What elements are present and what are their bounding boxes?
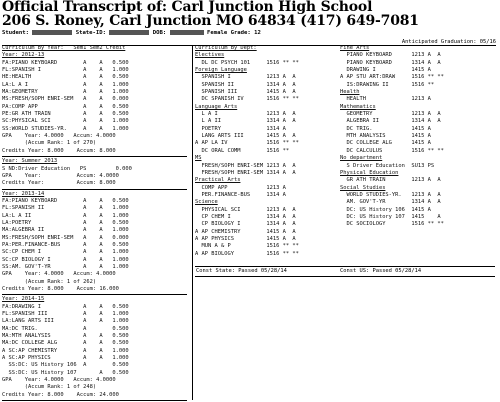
year-divider (2, 156, 187, 157)
student-line (2, 30, 261, 37)
transcript-line: SPANISH III 1415 A A (195, 89, 296, 96)
curriculum-by-year (2, 45, 187, 402)
transcript-line: MA:ALGEBRA II A A 1.000 (2, 227, 129, 234)
transcript-line: MS:FRESH/SOPH ENRI-SEM A A 0.000 (2, 234, 129, 241)
transcript-line: Health (340, 89, 360, 96)
transcript-line: DC SPANISH IV 1516 ** ** (195, 96, 299, 103)
transcript-line: IS:DRAWING II 1516 ** (340, 81, 435, 88)
transcript-line: Curriculum By Year: Sem1 Sem2 Credit (2, 45, 126, 51)
transcript-line: A AP LA IV 1516 ** ** (195, 140, 299, 147)
transcript-line: DC SOCIOLOGY 1516 ** ** (340, 221, 444, 228)
transcript-line: MS (195, 155, 202, 162)
transcript-line: PA:COMP APP A A 0.500 (2, 103, 129, 110)
transcript-line: HE:HEALTH A A 0.500 (2, 74, 129, 81)
transcript-line: AM. GOV'T-YR 1314 A A (340, 199, 441, 206)
transcript-line: Credits Year: 8.000 Accum: 16.000 (2, 286, 119, 292)
transcript-line: GR ATH TRAIN 1213 A A (340, 177, 441, 184)
transcript-line: POETRY 1314 A (195, 125, 286, 132)
transcript-line: FA:DRAWING I A A 0.500 (2, 303, 129, 310)
transcript-line: GPA Year: 4.0000 Accum: 4.0000 (2, 271, 116, 278)
transcript-line: PER.FINANCE-BUS 1314 A (195, 191, 286, 198)
transcript-line: A AP STU ART:DRAW 1516 ** ** (340, 74, 444, 81)
transcript-line: MA:DC TRIG. A 0.500 (2, 325, 129, 332)
transcript-line: (Accum Rank: 1 of 248) (2, 384, 97, 391)
transcript-line: PA:PER.FINANCE-BUS A A 0.500 (2, 241, 129, 248)
transcript-line: Practical Arts (195, 177, 241, 184)
transcript-line: SS:WORLD STUDIES-YR. A A 1.000 (2, 125, 129, 132)
transcript-line: SPANISH I 1213 A A (195, 74, 296, 81)
transcript-line: Science (195, 199, 218, 206)
transcript-line: FL:SPANISH I A A 1.000 (2, 67, 129, 74)
transcript-line: Language Arts (195, 103, 238, 110)
transcript-line: SC:CP CHEM I A A 1.000 (2, 249, 129, 256)
transcript-line: Mathematics (340, 103, 376, 110)
transcript-line: A SC:AP CHEMISTRY A A 1.000 (2, 347, 129, 354)
transcript-line: SS:DC: US History 106 A 0.500 (2, 362, 129, 369)
transcript-line: DL DC PSYCH 101 1516 ** ** (195, 59, 299, 66)
school-address: 206 S. Roney, Carl Junction MO 64834 (417) 649-7081 (2, 13, 419, 29)
const-rule-bottom (195, 276, 495, 277)
transcript-line: FRESH/SOPH ENRI-SEM 1213 A A (195, 162, 296, 169)
transcript-line: Physical Education (340, 169, 399, 176)
transcript-line: MA:GEOMETRY A A 1.000 (2, 89, 129, 96)
transcript-line: Year: 2014-15 (2, 296, 45, 303)
transcript-line: GEOMETRY 1213 A A (340, 111, 441, 118)
const-rule (195, 266, 495, 267)
transcript-line: DC COLLEGE ALG 1415 A (340, 140, 431, 147)
transcript-line: L A I 1213 A A (195, 111, 296, 118)
year-divider (2, 294, 187, 295)
transcript-line: WORLD STUDIES-YR. 1213 A A (340, 191, 441, 198)
transcript-line: DC TRIG. 1415 A (340, 125, 431, 132)
const-state: Const State: Passed 05/28/14 (196, 268, 287, 274)
transcript-line: L A II 1314 A A (195, 118, 296, 125)
transcript-line: MUN A & P 1516 ** ** (195, 243, 299, 250)
transcript-line: CP CHEM I 1314 A A (195, 213, 296, 220)
transcript-line: DC CALCULUS 1516 ** ** (340, 147, 444, 154)
transcript-line: A SC:AP PHYSICS A A 1.000 (2, 355, 129, 362)
transcript-line: MS:FRESH/SOPH ENRI-SEM A A 0.000 (2, 96, 129, 103)
transcript-line: Credits Year: 8.000 Accum: 8.000 (2, 147, 116, 154)
curriculum-by-dept-right (340, 45, 495, 229)
transcript-line: SS:DC: US History 107 A 0.500 (2, 369, 129, 376)
transcript-line: FA:PIANO KEYBOARD A A 0.500 (2, 197, 129, 204)
student-label: Student: (2, 30, 29, 36)
curriculum-by-dept-left (195, 45, 323, 258)
transcript-line: DRAWING I 1415 A (340, 67, 431, 74)
transcript-line: FA:PIANO KEYBOARD A A 0.500 (2, 59, 129, 66)
const-us: Const US: Passed 05/28/14 (340, 268, 422, 274)
transcript-line: Year: 2012-13 (2, 52, 45, 59)
transcript-line: MA:MTH ANALYSIS A A 0.500 (2, 333, 129, 340)
transcript-line: PIANO KEYBOARD 1213 A A (340, 52, 441, 59)
dob-label: DOB: (152, 30, 167, 36)
transcript-line: Credits Year: Accum: 8.000 (2, 180, 116, 187)
transcript-line: Foreign Language (195, 67, 247, 74)
transcript-line: SC:PHYSICAL SCI A A 1.000 (2, 118, 129, 125)
transcript-line: Electives (195, 52, 225, 59)
state-id-label: State-ID: (75, 30, 107, 36)
transcript-line: MA:DC COLLEGE ALG A A 0.500 (2, 340, 129, 347)
transcript-line: PIANO KEYBOARD 1314 A A (340, 59, 441, 66)
redacted-state-id (109, 30, 149, 35)
transcript-line: No department (340, 155, 383, 162)
transcript-line: COMP APP 1213 A (195, 184, 286, 191)
transcript-line: LANG ARTS III 1415 A A (195, 133, 296, 140)
transcript-line: SS:AM. GOV'T-YR A A 1.000 (2, 263, 129, 270)
transcript-line: (Accum Rank: 1 of 270) (2, 140, 97, 147)
transcript-title: Official Transcript of: Carl Junction High School (2, 0, 373, 15)
transcript-line: S ND:Driver Education PS 0.000 (2, 165, 132, 172)
transcript-line: LA:POETRY A A 0.500 (2, 219, 129, 226)
transcript-line: ALGEBRA II 1314 A A (340, 118, 441, 125)
transcript-line: Year: 2013-14 (2, 190, 45, 197)
transcript-line: DC: US History 106 1415 A (340, 206, 431, 213)
transcript-line: SPANISH II 1314 A A (195, 81, 296, 88)
transcript-line: A AP PHYSICS 1415 A A (195, 235, 296, 242)
transcript-line: LA:L A II A A 1.000 (2, 212, 129, 219)
transcript-line: DC ORAL COMM 1516 ** (195, 147, 290, 154)
transcript-line: DC: US History 107 1415 A (340, 213, 441, 220)
transcript-line: Credits Year: 8.000 Accum: 24.000 (2, 391, 119, 398)
redacted-dob (170, 30, 204, 35)
transcript-line: FL:SPANISH II A A 1.000 (2, 205, 129, 212)
transcript-line: A AP BIOLOGY 1516 ** ** (195, 250, 299, 257)
transcript-line: MTH ANALYSIS 1415 A (340, 133, 431, 140)
transcript-line: Year: Summer 2013 (2, 158, 58, 165)
transcript-line: SC:CP BIOLOGY I A A 1.000 (2, 256, 129, 263)
transcript-line: S Driver Education SU13 PS (340, 162, 435, 169)
transcript-line: GPA Year: 4.0000 Accum: 4.0000 (2, 377, 116, 384)
transcript-line: GPA Year: Accum: 4.0000 (2, 172, 119, 179)
transcript-line: Curriculum By Dept: (195, 45, 257, 51)
transcript-line: GPA Year: 4.0000 Accum: 4.0000 (2, 133, 116, 140)
transcript-line: PE:GR ATH TRAIN A A 0.500 (2, 111, 129, 118)
transcript-line: A AP CHEMISTRY 1415 A A (195, 228, 296, 235)
redacted-name (32, 30, 72, 35)
transcript-line: HEALTH 1213 A (340, 96, 431, 103)
transcript-line: (Accum Rank: 1 of 262) (2, 278, 97, 285)
transcript-line: CP BIOLOGY I 1314 A A (195, 221, 296, 228)
transcript-line: PHYSICAL SCI 1213 A A (195, 206, 296, 213)
year-divider (2, 400, 187, 401)
year-divider (2, 189, 187, 190)
anticipated-graduation: Anticipated Graduation: 05/16 (401, 39, 496, 45)
column-divider (192, 46, 193, 400)
transcript-line: LA:LANG ARTS III A A 1.000 (2, 318, 129, 325)
transcript-line: FL:SPANISH III A A 1.000 (2, 311, 129, 318)
transcript-line: Social Studies (340, 184, 386, 191)
sex-grade: Female Grade: 12 (207, 30, 261, 36)
transcript-line: FRESH/SOPH ENRI-SEM 1314 A A (195, 169, 296, 176)
transcript-line: LA:L A I A A 1.000 (2, 81, 129, 88)
transcript-line: Fine Arts (340, 45, 370, 51)
